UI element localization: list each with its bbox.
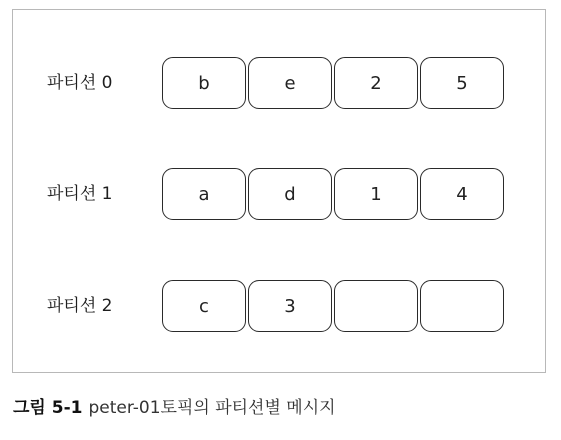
message-cell: e bbox=[248, 57, 332, 109]
message-cell: 5 bbox=[420, 57, 504, 109]
figure-caption bbox=[13, 393, 336, 418]
message-cell: 2 bbox=[334, 57, 418, 109]
caption-text: peter-01토픽의 파티션별 메시지 bbox=[88, 398, 336, 418]
message-cell: 4 bbox=[420, 168, 504, 220]
message-cell: 3 bbox=[248, 280, 332, 332]
partition-row-1 bbox=[13, 168, 545, 220]
message-cell: 1 bbox=[334, 168, 418, 220]
diagram-frame bbox=[12, 9, 546, 373]
partition-label: 파티션 0 bbox=[47, 73, 113, 93]
message-cell: c bbox=[162, 280, 246, 332]
empty-message-cell bbox=[420, 280, 504, 332]
partition-label: 파티션 1 bbox=[47, 184, 113, 204]
message-cell: d bbox=[248, 168, 332, 220]
partition-row-0 bbox=[13, 57, 545, 109]
partition-row-2 bbox=[13, 280, 545, 332]
partition-label: 파티션 2 bbox=[47, 296, 113, 316]
message-cell: a bbox=[162, 168, 246, 220]
figure-number: 그림 5-1 bbox=[13, 398, 83, 418]
empty-message-cell bbox=[334, 280, 418, 332]
message-cell: b bbox=[162, 57, 246, 109]
